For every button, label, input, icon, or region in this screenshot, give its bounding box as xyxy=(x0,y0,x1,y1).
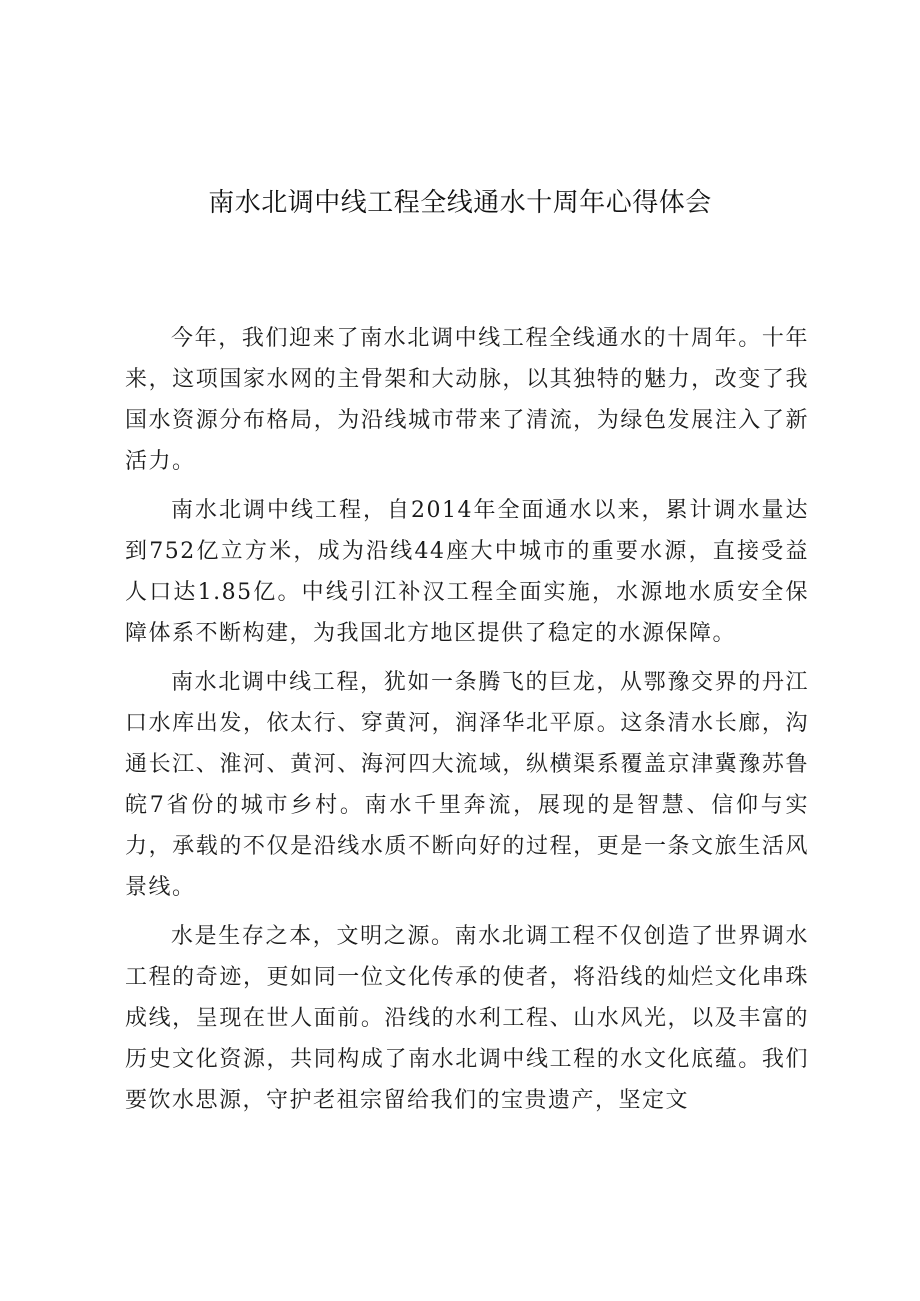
document-body xyxy=(125,318,809,1129)
paragraph: 南水北调中线工程，犹如一条腾飞的巨龙，从鄂豫交界的丹江口水库出发，依太行、穿黄河，润泽华北平原。这条清水长廊，沟通长江、淮河、黄河、海河四大流域，纵横渠系覆盖京津冀豫苏鲁皖7省份的城市乡村。南水千里奔流，展现的是智慧、信仰与实力，承载的不仅是沿线水质不断向好的过程，更是一条文旅生活风景线。 xyxy=(125,670,809,900)
paragraph: 今年，我们迎来了南水北调中线工程全线通水的十周年。十年来，这项国家水网的主骨架和大动脉，以其独特的魅力，改变了我国水资源分布格局，为沿线城市带来了清流，为绿色发展注入了新活力。 xyxy=(125,326,809,474)
document-title: 南水北调中线工程全线通水十周年心得体会 xyxy=(208,188,712,218)
paragraph: 南水北调中线工程，自2014年全面通水以来，累计调水量达到752亿立方米，成为沿线44座大中城市的重要水源，直接受益人口达1.85亿。中线引江补汉工程全面实施，水源地水质安全保障体系不断构建，为我国北方地区提供了稳定的水源保障。 xyxy=(125,498,809,646)
paragraph: 水是生存之本，文明之源。南水北调工程不仅创造了世界调水工程的奇迹，更如同一位文化传承的使者，将沿线的灿烂文化串珠成线，呈现在世人面前。沿线的水利工程、山水风光，以及丰富的历史文化资源，共同构成了南水北调中线工程的水文化底蕴。我们要饮水思源，守护老祖宗留给我们的宝贵遗产，坚定文 xyxy=(125,924,809,1113)
